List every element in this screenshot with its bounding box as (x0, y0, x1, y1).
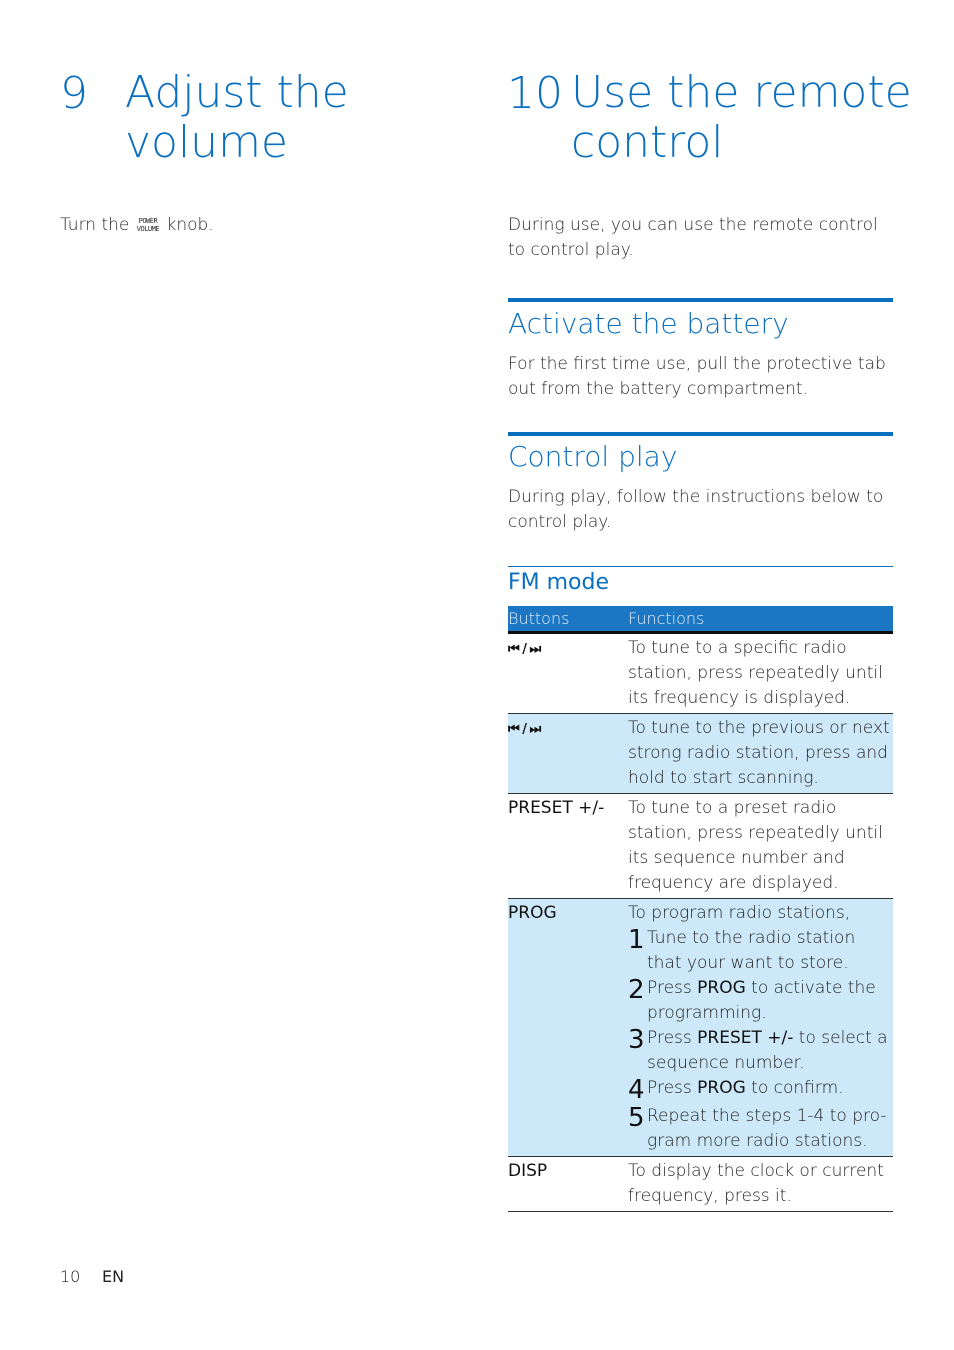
step-text (647, 1026, 893, 1076)
language-code: EN (102, 1267, 125, 1286)
chapter-9-text-pre: Turn the (60, 215, 130, 235)
fm-mode-heading: FM mode (508, 570, 610, 595)
chapter-10-title-line1: Use the remote (571, 67, 912, 118)
step-number: 5 (628, 1103, 645, 1133)
chapter-9-number: 9 (60, 68, 88, 119)
control-text: During play, follow the instructions below to control play. (508, 487, 884, 532)
step-text: Tune to the radio station that your want to store. (647, 928, 856, 973)
step-text (647, 1076, 893, 1101)
section-divider-control (508, 432, 893, 436)
row-function: To tune to a preset radio station, press repeatedly until its sequence number and frequency are displayed. (628, 794, 893, 899)
table-row (508, 633, 893, 714)
step-text: Repeat the steps 1-4 to pro-gram more radio stations. (647, 1106, 887, 1151)
row-function: To tune to a specific radio station, press repeatedly until its frequency is displayed. (628, 633, 893, 714)
step-text-bold: PRESET +/- (697, 1028, 794, 1048)
step-text-post: to confirm. (745, 1078, 844, 1098)
chapter-9-title (125, 68, 349, 168)
chapter-10-number: 10 (507, 68, 563, 119)
prev-next-label: ⏮ / ⏭ (508, 642, 541, 657)
row-function: To display the clock or current frequency, press it. (628, 1157, 893, 1212)
control-heading: Control play (508, 440, 678, 473)
row-function (628, 899, 893, 1157)
step-number: 2 (628, 975, 645, 1005)
chapter-10-intro: During use, you can use the remote control to control play. (508, 215, 878, 260)
step-text-pre: Press (647, 978, 698, 998)
table-row (508, 794, 893, 899)
step-text-post: to activate the programming. (647, 978, 876, 1023)
fm-mode-table (508, 606, 893, 1212)
col-buttons-header: Buttons (508, 606, 628, 633)
prog-step-1 (628, 926, 893, 976)
chapter-10-title-line2: control (571, 117, 724, 168)
prev-next-label: ⏮ / ⏭ (508, 722, 541, 737)
prev-next-icon (508, 714, 628, 794)
knob-label-top: POWER (138, 217, 158, 225)
step-text-bold: PROG (697, 1078, 746, 1098)
prog-intro: To program radio stations, (628, 903, 851, 923)
col-functions-header: Functions (628, 606, 893, 633)
battery-text: For the first time use, pull the protective tab out from the battery compartment. (508, 354, 886, 399)
table-row (508, 1157, 893, 1212)
step-text-pre: Press (647, 1028, 698, 1048)
step-text-pre: Press (647, 1078, 698, 1098)
table-row (508, 899, 893, 1157)
knob-label-bottom: VOLUME (136, 225, 160, 233)
step-number: 1 (628, 925, 645, 955)
prog-step-4 (628, 1076, 893, 1104)
row-function: To tune to the previous or next strong radio station, press and hold to start scanning. (628, 714, 893, 794)
prog-step-2 (628, 976, 893, 1026)
power-volume-knob-icon (137, 217, 159, 233)
chapter-9-text-post: knob. (166, 215, 214, 235)
row-button: PRESET +/- (508, 794, 628, 899)
step-text-bold: PROG (697, 978, 746, 998)
page-number: 10 (60, 1267, 81, 1286)
prev-next-icon (508, 633, 628, 714)
step-number: 3 (628, 1025, 645, 1055)
section-divider-fm (508, 566, 893, 567)
chapter-9-title-line1: Adjust the (125, 67, 349, 118)
prog-step-5 (628, 1104, 893, 1154)
prog-step-3 (628, 1026, 893, 1076)
step-number: 4 (628, 1075, 645, 1105)
step-text-post: to select a sequence number. (647, 1028, 888, 1073)
row-button: DISP (508, 1157, 628, 1212)
section-divider-battery (508, 298, 893, 302)
battery-heading: Activate the battery (508, 307, 789, 340)
chapter-9-title-line2: volume (125, 117, 289, 168)
step-text (647, 976, 893, 1026)
row-button: PROG (508, 899, 628, 1157)
table-row (508, 714, 893, 794)
chapter-9-text (60, 213, 214, 238)
chapter-10-title (571, 68, 912, 168)
table-header-row (508, 606, 893, 633)
